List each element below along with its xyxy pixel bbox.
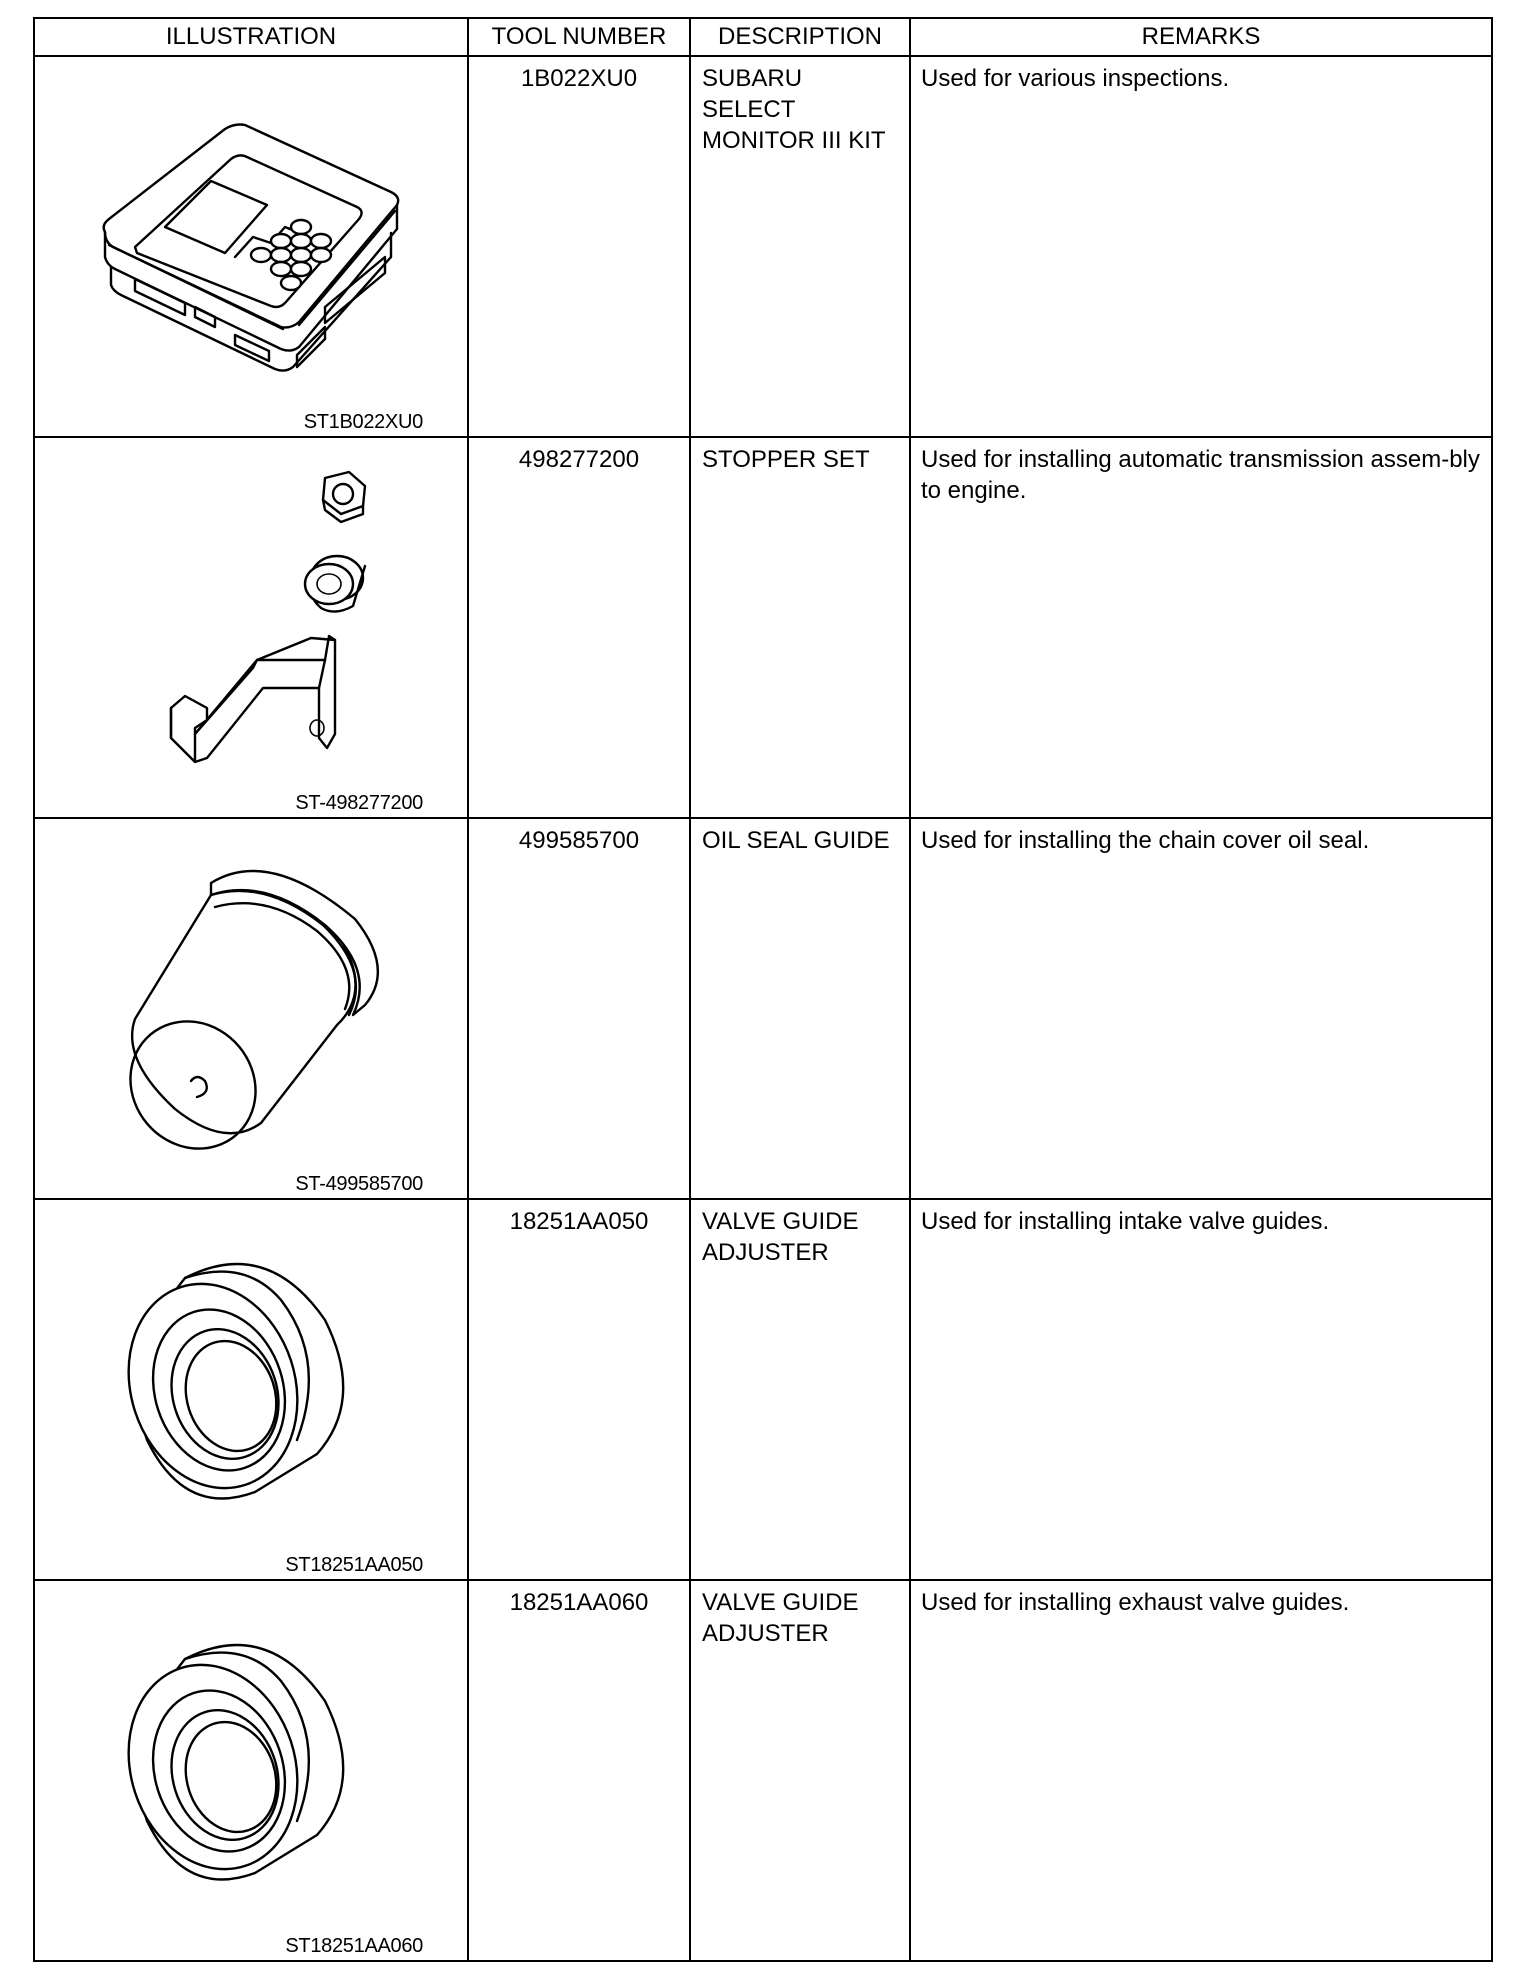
tool-number: 1B022XU0 — [468, 56, 690, 437]
tool-number: 499585700 — [468, 818, 690, 1199]
select-monitor-kit-icon — [35, 57, 467, 428]
remarks — [910, 56, 1492, 437]
remarks — [910, 818, 1492, 1199]
illustration-cell — [34, 1199, 468, 1580]
tool-number: 18251AA060 — [468, 1580, 690, 1961]
illustration-code: ST-498277200 — [295, 792, 423, 814]
remarks-text: Used for installing automatic transmission assem-bly to engine. — [921, 446, 1480, 504]
illustration-code: ST1B022XU0 — [303, 411, 423, 433]
description-text: VALVE GUIDE ADJUSTER — [702, 1208, 859, 1266]
description — [690, 1199, 910, 1580]
tool-number: 498277200 — [468, 437, 690, 818]
header-description: DESCRIPTION — [690, 18, 910, 56]
description — [690, 56, 910, 437]
remarks-text: Used for installing the chain cover oil seal. — [921, 827, 1370, 854]
illustration-code: ST-499585700 — [295, 1173, 423, 1195]
illustration-cell — [34, 437, 468, 818]
table-row — [34, 818, 1492, 1199]
valve-guide-adjuster-icon — [35, 1200, 467, 1571]
description — [690, 1580, 910, 1961]
table-row — [34, 1199, 1492, 1580]
illustration-cell — [34, 818, 468, 1199]
description-text: OIL SEAL GUIDE — [702, 827, 890, 854]
description-text: VALVE GUIDE ADJUSTER — [702, 1589, 859, 1647]
valve-guide-adjuster-icon — [35, 1581, 467, 1952]
table-row — [34, 1580, 1492, 1961]
illustration-cell — [34, 1580, 468, 1961]
table-header-row — [34, 18, 1492, 56]
table-row — [34, 56, 1492, 437]
illustration-cell — [34, 56, 468, 437]
remarks — [910, 1199, 1492, 1580]
stopper-set-icon — [35, 438, 467, 809]
illustration-code: ST18251AA060 — [285, 1935, 423, 1957]
tool-number: 18251AA050 — [468, 1199, 690, 1580]
remarks-text: Used for various inspections. — [921, 65, 1230, 92]
table-row — [34, 437, 1492, 818]
header-tool-number: TOOL NUMBER — [468, 18, 690, 56]
description — [690, 437, 910, 818]
remarks-text: Used for installing intake valve guides. — [921, 1208, 1330, 1235]
oil-seal-guide-icon — [35, 819, 467, 1190]
illustration-code: ST18251AA050 — [285, 1554, 423, 1576]
remarks-text: Used for installing exhaust valve guides. — [921, 1589, 1350, 1616]
header-illustration: ILLUSTRATION — [34, 18, 468, 56]
remarks — [910, 1580, 1492, 1961]
description — [690, 818, 910, 1199]
header-remarks: REMARKS — [910, 18, 1492, 56]
remarks — [910, 437, 1492, 818]
description-text: SUBARU SELECT MONITOR III KIT — [702, 65, 886, 154]
description-text: STOPPER SET — [702, 446, 870, 473]
special-tools-table — [33, 17, 1493, 1962]
